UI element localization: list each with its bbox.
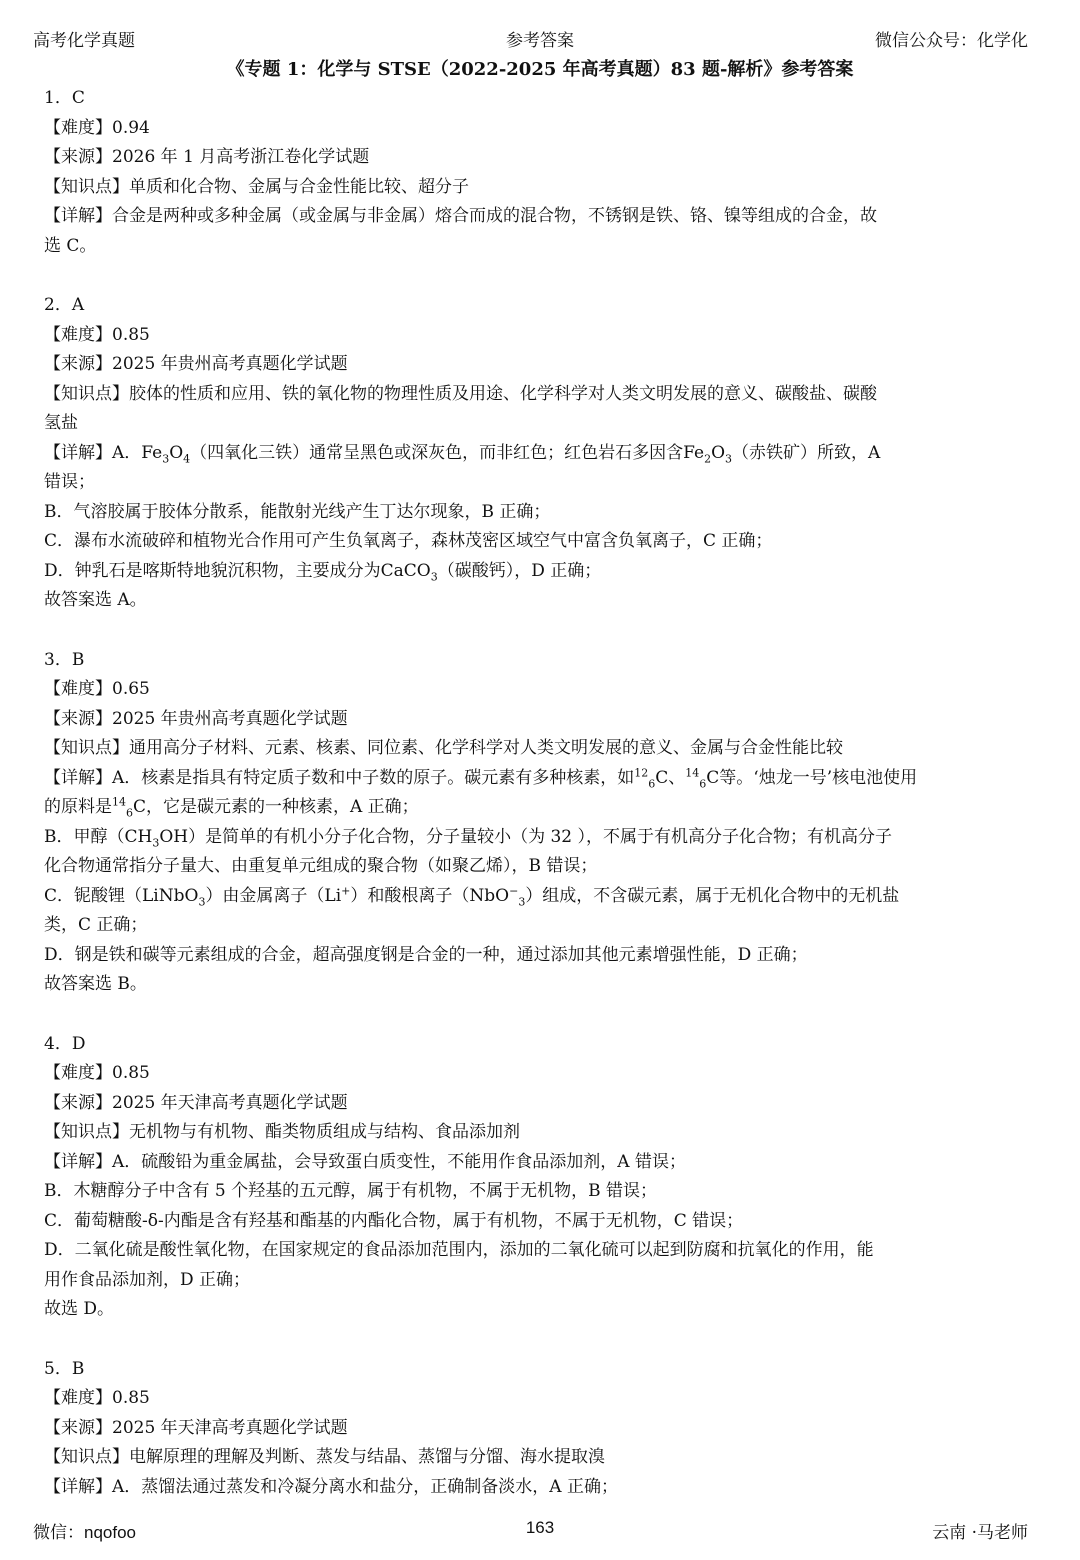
q2-option-b: B．气溶胶属于胶体分散系，能散射光线产生丁达尔现象，B 正确； xyxy=(44,501,551,522)
page-number: 163 xyxy=(525,1518,555,1537)
footer-author: 云南 ·马老师 xyxy=(932,1523,1028,1543)
footer-wechat: 微信：nqofoo xyxy=(33,1523,136,1542)
answer-content xyxy=(44,84,1024,1502)
question-4 xyxy=(44,1030,1024,1325)
fe2o3-fe: Fe xyxy=(683,442,705,463)
subscript: 3 xyxy=(162,451,170,465)
header-center: 参考答案 xyxy=(506,31,574,51)
q2-answer: 2．A xyxy=(44,295,85,315)
q3-option-d: D．钢是铁和碳等元素组成的合金，超高强度钢是合金的一种，通过添加其他元素增强性能，D 正确； xyxy=(44,944,808,965)
q4-option-c: C．葡萄糖酸-δ-内酯是含有羟基和酯基的内酯化合物，属于有机物，不属于无机物，C 错误； xyxy=(44,1210,744,1231)
q2-o-symbol: O xyxy=(169,442,184,463)
q1-detail-cont: 选 C。 xyxy=(44,235,97,256)
q2-option-c: C．瀑布水流破碎和植物光合作用可产生负氧离子，森林茂密区域空气中富含负氧离子，C 正确； xyxy=(44,531,773,551)
q4-option-d-cont: 用作食品添加剂，D 正确； xyxy=(44,1269,251,1290)
q5-difficulty: 【难度】0.85 xyxy=(44,1388,150,1408)
q3-difficulty: 【难度】0.65 xyxy=(44,679,150,699)
q5-answer: 5．B xyxy=(44,1358,85,1379)
q3-c-part2: ）由金属离子（Li xyxy=(205,885,342,906)
q3-b-part2: OH）是简单的有机小分子化合物，分子量较小（为 32 ），不属于有机高分子化合物；有机高分子 xyxy=(159,826,893,847)
q3-answer: 3．B xyxy=(44,649,85,670)
q4-option-a: 【详解】A．硫酸铅为重金属盐，会导致蛋白质变性，不能用作食品添加剂，A 错误； xyxy=(44,1151,686,1172)
subscript: 3 xyxy=(725,451,733,465)
q4-difficulty: 【难度】0.85 xyxy=(44,1063,150,1083)
q4-option-b: B．木糖醇分子中含有 5 个羟基的五元醇，属于有机物，不属于无机物，B 错误； xyxy=(44,1181,658,1201)
q3-a-part3: C等。‘烛龙一号’核电池使用 xyxy=(706,767,918,788)
mass-number: 14 xyxy=(112,795,126,809)
atomic-number: 6 xyxy=(648,776,656,790)
subscript: 3 xyxy=(518,894,526,908)
atomic-number: 6 xyxy=(126,806,133,820)
q3-knowledge: 【知识点】通用高分子材料、元素、核素、同位素、化学科学对人类文明发展的意义、金属与合金性能比较 xyxy=(44,738,843,758)
q5-knowledge: 【知识点】电解原理的理解及判断、蒸发与结晶、蒸馏与分馏、海水提取溴 xyxy=(44,1447,605,1467)
q3-b-part1: B．甲醇（CH xyxy=(44,826,153,847)
q3-c-part4: ）组成，不含碳元素，属于无机化合物中的无机盐 xyxy=(525,885,900,906)
q3-option-c xyxy=(44,882,1024,912)
question-1 xyxy=(44,84,1024,261)
question-2 xyxy=(44,291,1024,616)
subscript: 3 xyxy=(198,894,206,908)
q1-answer: 1．C xyxy=(44,88,85,108)
q4-answer: 4．D xyxy=(44,1033,86,1054)
q3-a-cont-part1: 的原料是 xyxy=(44,797,112,817)
q3-source: 【来源】2025 年贵州高考真题化学试题 xyxy=(44,708,348,729)
q5-source: 【来源】2025 年天津高考真题化学试题 xyxy=(44,1417,348,1438)
q2-detail-a-part2: （四氧化三铁）通常呈黑色或深灰色，而非红色；红色岩石多因含 xyxy=(190,442,684,463)
q2-detail-a-part3: （赤铁矿）所致，A xyxy=(732,442,881,463)
q2-source: 【来源】2025 年贵州高考真题化学试题 xyxy=(44,354,348,374)
q2-knowledge: 【知识点】胶体的性质和应用、铁的氧化物的物理性质及用途、化学科学对人类文明发展的意义、碳酸盐、碳酸 xyxy=(44,383,877,404)
subscript: 2 xyxy=(704,451,712,465)
q2-detail-a-cont: 错误； xyxy=(44,472,95,492)
q4-conclusion: 故选 D。 xyxy=(44,1299,115,1319)
q4-option-d: D．二氧化硫是酸性氧化物，在国家规定的食品添加范围内，添加的二氧化硫可以起到防腐和抗氧化的作用，能 xyxy=(44,1240,874,1260)
question-5 xyxy=(44,1355,1024,1503)
q3-option-b-cont: 化合物通常指分子量大、由重复单元组成的聚合物（如聚乙烯），B 错误； xyxy=(44,856,598,876)
document-title: 《专题 1：化学与 STSE（2022-2025 年高考真题）83 题-解析》参考答案 xyxy=(226,59,854,80)
q1-knowledge: 【知识点】单质和化合物、金属与合金性能比较、超分子 xyxy=(44,176,469,197)
q1-source: 【来源】2026 年 1 月高考浙江卷化学试题 xyxy=(44,147,370,167)
q3-detail-a xyxy=(44,764,1024,794)
question-3 xyxy=(44,646,1024,1000)
q1-detail: 【详解】合金是两种或多种金属（或金属与非金属）熔合而成的混合物，不锈钢是铁、铬、镍等组成的合金，故 xyxy=(44,206,877,226)
q3-a-cont-part2: C，它是碳元素的一种核素，A 正确； xyxy=(133,797,419,817)
q3-conclusion: 故答案选 B。 xyxy=(44,974,147,994)
q2-difficulty: 【难度】0.85 xyxy=(44,324,150,345)
q2-d-part2: （碳酸钙），D 正确； xyxy=(437,560,602,581)
q5-option-a: 【详解】A．蒸馏法通过蒸发和冷凝分离水和盐分，正确制备淡水，A 正确； xyxy=(44,1476,618,1497)
subscript: 4 xyxy=(183,451,191,465)
q4-knowledge: 【知识点】无机物与有机物、酯类物质组成与结构、食品添加剂 xyxy=(44,1122,520,1142)
charge: + xyxy=(341,883,351,897)
q1-difficulty: 【难度】0.94 xyxy=(44,117,150,138)
q2-detail-a-part1: 【详解】A．Fe xyxy=(44,442,163,463)
mass-number: 14 xyxy=(685,765,700,779)
q2-detail-a xyxy=(44,439,1024,469)
header-left: 高考化学真题 xyxy=(33,31,135,51)
mass-number: 12 xyxy=(634,765,649,779)
subscript: 3 xyxy=(152,835,160,849)
subscript: 3 xyxy=(430,569,438,583)
q3-c-part3: ）和酸根离子（NbO xyxy=(350,885,510,906)
header-right: 微信公众号：化学化 xyxy=(875,31,1028,51)
q2-conclusion: 故答案选 A。 xyxy=(44,590,147,610)
q4-source: 【来源】2025 年天津高考真题化学试题 xyxy=(44,1092,348,1113)
atomic-number: 6 xyxy=(699,776,707,790)
fe2o3-o: O xyxy=(711,442,726,463)
q3-option-b xyxy=(44,823,1024,853)
q3-detail-a-cont xyxy=(44,793,1024,823)
q3-option-c-cont: 类，C 正确； xyxy=(44,915,148,935)
q2-knowledge-cont: 氢盐 xyxy=(44,413,78,433)
charge: − xyxy=(509,883,519,897)
q3-c-part1: C．铌酸锂（LiNbO xyxy=(44,885,199,906)
q3-a-part2: C、 xyxy=(655,767,686,788)
q2-option-d xyxy=(44,557,1024,587)
q3-a-part1: 【详解】A．核素是指具有特定质子数和中子数的原子。碳元素有多种核素，如 xyxy=(44,767,635,788)
q2-d-part1: D．钟乳石是喀斯特地貌沉积物，主要成分为CaCO xyxy=(44,560,431,581)
